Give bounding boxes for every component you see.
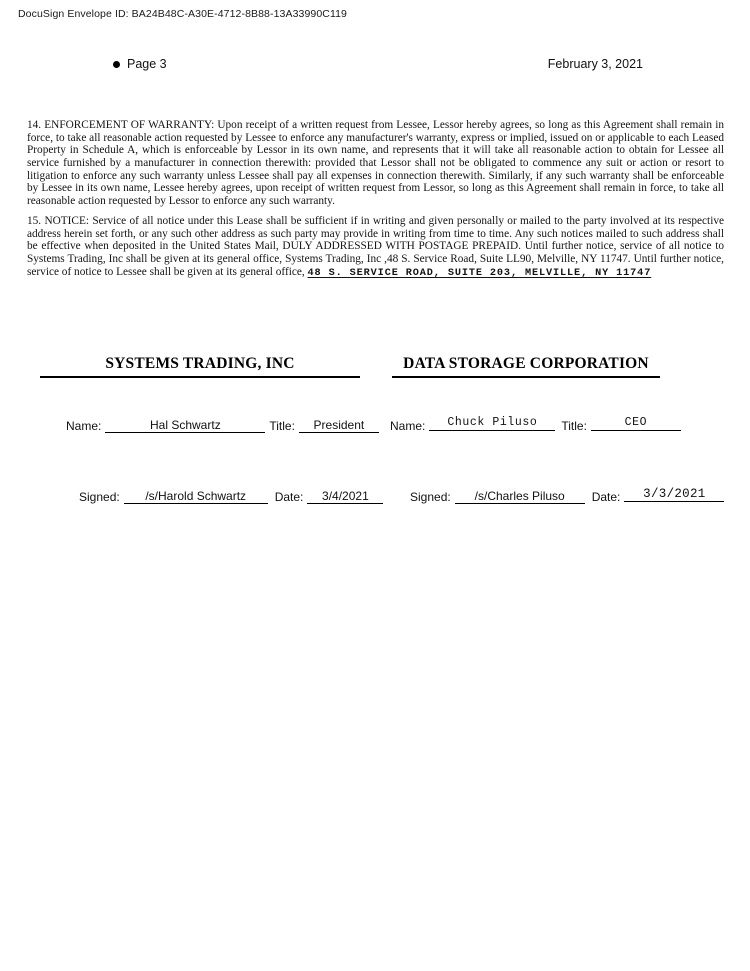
lessee-name-value[interactable]: Chuck Piluso <box>429 416 555 431</box>
document-date: February 3, 2021 <box>547 57 643 71</box>
page-number-label: Page 3 <box>127 57 167 71</box>
lessee-name-title-row <box>390 418 681 433</box>
clause-15-text: 15. NOTICE: Service of all notice under this Lease shall be sufficient if in writing and given personally or mailed to the party involved at its respective address herein set forth, or any such other address as such party may provide in writing from time to time. Any such notices mailed to such address shall be effective when deposited in the United States Mail, DULY ADDRESSED WITH POSTAGE PREPAID. Until further notice, service of all notice to Systems Trading, Inc shall be given at its general office, Systems Trading, Inc ,48 S. Service Road, Suite LL90, Melville, NY 11747. Until further notice, service of notice to Lessee shall be given at its general office, <box>27 215 724 278</box>
lessee-signature-value[interactable]: /s/Charles Piluso <box>455 489 585 504</box>
clause-14-enforcement-of-warranty: 14. ENFORCEMENT OF WARRANTY: Upon receipt of a written request from Lessee, Lessor hereby agrees, so long as this Agreement shall remain in force, to take all reasonable action requested by Lessee to enforce any manufacturer's warranty, express or implied, issued on or applicable to each Leased Property in Schedule A, which is enforceable by Lessor in its own name, and represents that it will take all reasonable action to obtain for Lessee all service furnished by a manufacturer in connection therewith: provided that Lessor shall not be obligated to commence any suit or action or resort to litigation to enforce any such warranty unless Lessee shall pay all expenses in connection therewith. Similarly, if any such warranty shall be enforceable by Lessee in its own name, Lessee hereby agrees, upon receipt of written request from Lessor, so long as this Agreement shall remain in force, to take all reasonable action requested by Lessor to enforce any such warranty. <box>27 119 724 207</box>
lessee-title-value[interactable]: CEO <box>591 416 681 431</box>
lessor-title-value[interactable]: President <box>299 418 379 433</box>
lessor-signed-date-row <box>79 489 383 504</box>
docusign-envelope-id: DocuSign Envelope ID: BA24B48C-A30E-4712-8B88-13A33990C119 <box>18 8 347 20</box>
page-marker <box>113 57 167 71</box>
lessee-company-name: DATA STORAGE CORPORATION <box>392 355 660 378</box>
lessor-date-value[interactable]: 3/4/2021 <box>307 489 383 504</box>
lessor-company-name: SYSTEMS TRADING, INC <box>40 355 360 378</box>
lessor-name-value[interactable]: Hal Schwartz <box>105 418 265 433</box>
lessee-notice-address: 48 S. SERVICE ROAD, SUITE 203, MELVILLE, NY 11747 <box>307 267 652 279</box>
lessor-signature-value[interactable]: /s/Harold Schwartz <box>124 489 268 504</box>
bullet-icon <box>113 61 120 68</box>
lessee-date-label: Date: <box>591 490 621 504</box>
lessee-signature-block <box>392 355 660 378</box>
clause-15-notice <box>27 215 724 280</box>
lessee-name-label: Name: <box>390 419 426 433</box>
lessor-name-title-row <box>66 418 379 433</box>
lessee-title-label: Title: <box>561 419 587 433</box>
lessor-title-label: Title: <box>269 419 295 433</box>
lessor-signed-label: Signed: <box>79 490 120 504</box>
lessee-signed-date-row <box>410 489 724 504</box>
lessor-date-label: Date: <box>274 490 304 504</box>
lessee-signed-label: Signed: <box>410 490 451 504</box>
lessor-signature-block <box>40 355 360 378</box>
lessee-date-value[interactable]: 3/3/2021 <box>624 487 724 502</box>
lessor-name-label: Name: <box>66 419 102 433</box>
page-header <box>113 57 643 71</box>
